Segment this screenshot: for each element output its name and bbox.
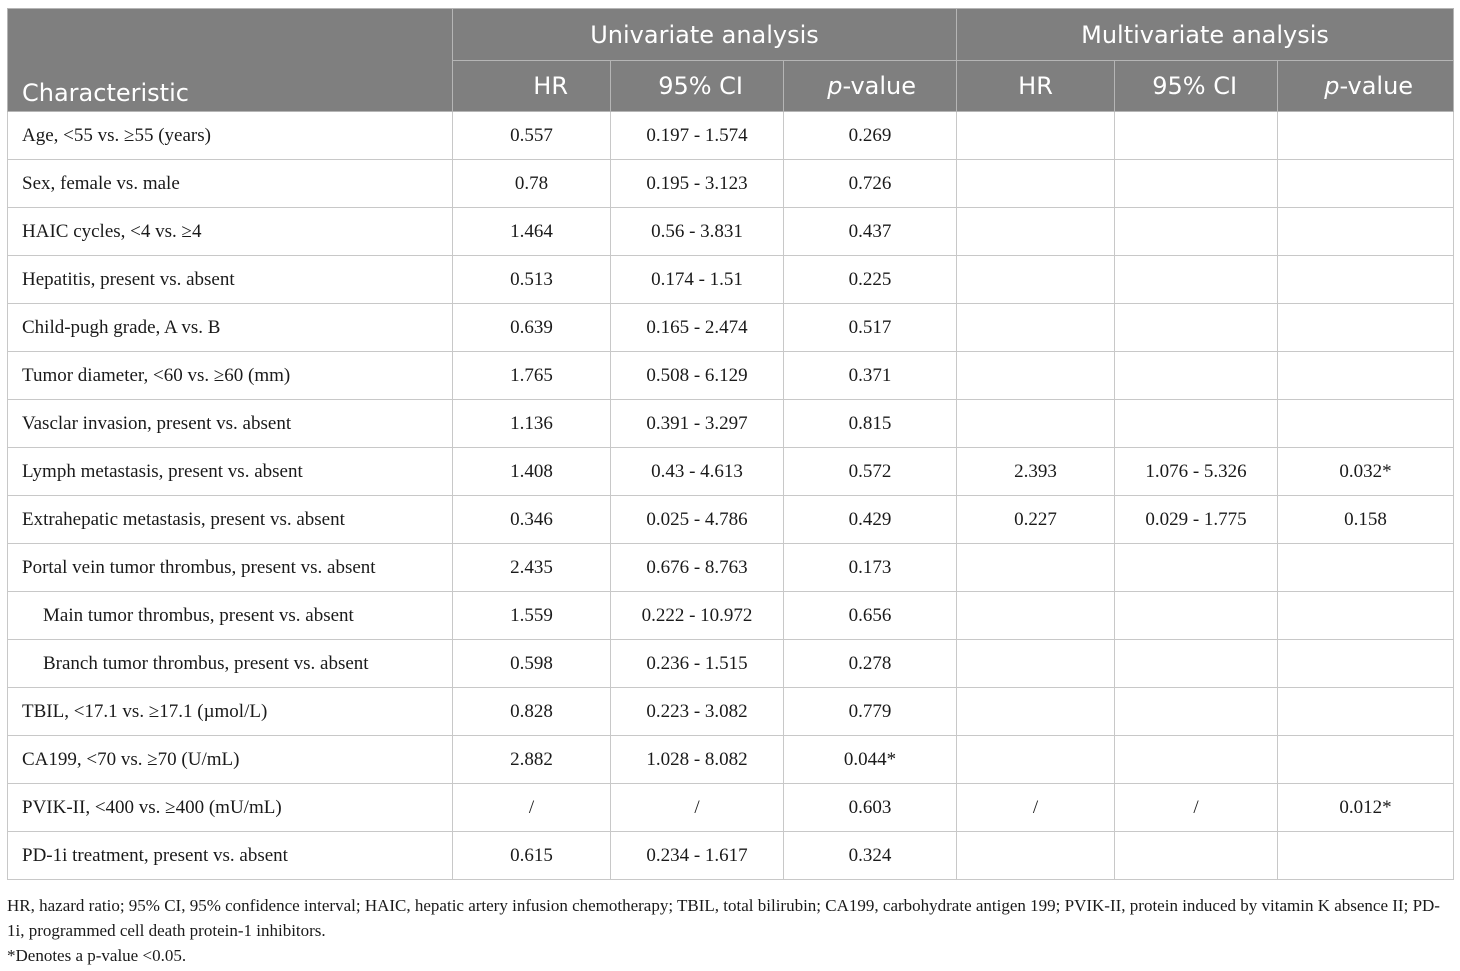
cell-u-ci: / bbox=[611, 784, 784, 832]
row-label: CA199, <70 vs. ≥70 (U/mL) bbox=[8, 736, 453, 784]
cell-u-p: 0.572 bbox=[784, 448, 957, 496]
cell-u-ci: 0.234 - 1.617 bbox=[611, 832, 784, 880]
cell-u-ci: 0.391 - 3.297 bbox=[611, 400, 784, 448]
cell-u-p: 0.173 bbox=[784, 544, 957, 592]
cell-u-ci: 0.43 - 4.613 bbox=[611, 448, 784, 496]
cell-u-p: 0.044* bbox=[784, 736, 957, 784]
cell-u-hr: 1.408 bbox=[453, 448, 611, 496]
cell-u-hr: 1.559 bbox=[453, 592, 611, 640]
cell-u-ci: 0.676 - 8.763 bbox=[611, 544, 784, 592]
cell-u-ci: 0.236 - 1.515 bbox=[611, 640, 784, 688]
header-characteristic: Characteristic bbox=[8, 9, 453, 112]
table-row bbox=[8, 352, 1454, 400]
cell-m-hr bbox=[957, 688, 1115, 736]
cell-u-p: 0.779 bbox=[784, 688, 957, 736]
cell-m-ci: / bbox=[1115, 784, 1278, 832]
cell-m-p bbox=[1278, 160, 1454, 208]
cell-m-hr: 0.227 bbox=[957, 496, 1115, 544]
footnote-significance: *Denotes a p-value <0.05. bbox=[7, 946, 187, 965]
header-uni-ci: 95% CI bbox=[611, 61, 784, 112]
cell-m-ci bbox=[1115, 688, 1278, 736]
cell-m-hr bbox=[957, 736, 1115, 784]
cell-m-p bbox=[1278, 352, 1454, 400]
cell-m-hr bbox=[957, 112, 1115, 160]
cell-u-hr: 0.639 bbox=[453, 304, 611, 352]
cell-u-hr: 0.513 bbox=[453, 256, 611, 304]
cell-u-p: 0.371 bbox=[784, 352, 957, 400]
table-row bbox=[8, 784, 1454, 832]
cell-u-ci: 0.165 - 2.474 bbox=[611, 304, 784, 352]
table-row bbox=[8, 256, 1454, 304]
cell-m-ci bbox=[1115, 160, 1278, 208]
cell-u-hr: 2.882 bbox=[453, 736, 611, 784]
cell-m-hr bbox=[957, 256, 1115, 304]
cell-m-hr bbox=[957, 352, 1115, 400]
cell-m-ci bbox=[1115, 256, 1278, 304]
cell-m-p bbox=[1278, 112, 1454, 160]
cell-u-p: 0.278 bbox=[784, 640, 957, 688]
cell-m-ci bbox=[1115, 736, 1278, 784]
header-row-groups bbox=[8, 9, 1454, 61]
cell-u-p: 0.656 bbox=[784, 592, 957, 640]
cell-u-ci: 0.222 - 10.972 bbox=[611, 592, 784, 640]
cell-u-p: 0.324 bbox=[784, 832, 957, 880]
cell-u-p: 0.225 bbox=[784, 256, 957, 304]
table-footnotes bbox=[7, 893, 1455, 968]
cell-u-ci: 0.56 - 3.831 bbox=[611, 208, 784, 256]
cell-m-ci bbox=[1115, 544, 1278, 592]
cell-m-p bbox=[1278, 736, 1454, 784]
row-label: HAIC cycles, <4 vs. ≥4 bbox=[8, 208, 453, 256]
cell-u-p: 0.726 bbox=[784, 160, 957, 208]
cell-u-p: 0.269 bbox=[784, 112, 957, 160]
table-row bbox=[8, 592, 1454, 640]
cell-m-hr: / bbox=[957, 784, 1115, 832]
table-row bbox=[8, 448, 1454, 496]
table-row bbox=[8, 208, 1454, 256]
cell-u-ci: 0.223 - 3.082 bbox=[611, 688, 784, 736]
table-row bbox=[8, 160, 1454, 208]
header-univariate: Univariate analysis bbox=[453, 9, 957, 61]
row-label: Hepatitis, present vs. absent bbox=[8, 256, 453, 304]
cell-m-p bbox=[1278, 400, 1454, 448]
cell-u-hr: 0.828 bbox=[453, 688, 611, 736]
cell-u-ci: 0.025 - 4.786 bbox=[611, 496, 784, 544]
cell-m-p bbox=[1278, 640, 1454, 688]
cell-u-hr: 0.615 bbox=[453, 832, 611, 880]
results-table-container bbox=[7, 8, 1453, 880]
row-label: Branch tumor thrombus, present vs. absent bbox=[8, 640, 453, 688]
cell-u-ci: 0.197 - 1.574 bbox=[611, 112, 784, 160]
cell-m-ci bbox=[1115, 352, 1278, 400]
cell-u-hr: 1.765 bbox=[453, 352, 611, 400]
row-label: Tumor diameter, <60 vs. ≥60 (mm) bbox=[8, 352, 453, 400]
cell-u-hr: 0.78 bbox=[453, 160, 611, 208]
cell-u-p: 0.429 bbox=[784, 496, 957, 544]
row-label: Age, <55 vs. ≥55 (years) bbox=[8, 112, 453, 160]
cell-m-hr bbox=[957, 160, 1115, 208]
table-row bbox=[8, 832, 1454, 880]
cell-u-p: 0.437 bbox=[784, 208, 957, 256]
cell-m-ci: 1.076 - 5.326 bbox=[1115, 448, 1278, 496]
footnote-abbreviations: HR, hazard ratio; 95% CI, 95% confidence interval; HAIC, hepatic artery infusion chemotherapy; TBIL, total bilirubin; CA199, carbohydrate antigen 199; PVIK-II, protein induced by vitamin K absence II; PD-1i, programmed cell death protein-1 inhibitors. bbox=[7, 896, 1440, 940]
row-label: Portal vein tumor thrombus, present vs. absent bbox=[8, 544, 453, 592]
cell-u-hr: / bbox=[453, 784, 611, 832]
row-label: TBIL, <17.1 vs. ≥17.1 (µmol/L) bbox=[8, 688, 453, 736]
cell-u-hr: 0.557 bbox=[453, 112, 611, 160]
header-multi-hr: HR bbox=[957, 61, 1115, 112]
header-uni-p-rest: -value bbox=[842, 72, 917, 100]
header-uni-hr: HR bbox=[453, 61, 611, 112]
cell-m-ci bbox=[1115, 304, 1278, 352]
table-row bbox=[8, 688, 1454, 736]
cell-u-hr: 1.136 bbox=[453, 400, 611, 448]
cell-u-ci: 0.174 - 1.51 bbox=[611, 256, 784, 304]
cell-m-ci: 0.029 - 1.775 bbox=[1115, 496, 1278, 544]
cell-m-p bbox=[1278, 208, 1454, 256]
cell-m-hr bbox=[957, 400, 1115, 448]
header-uni-p-italic: p bbox=[827, 72, 843, 100]
cell-m-p bbox=[1278, 832, 1454, 880]
cell-m-p bbox=[1278, 688, 1454, 736]
header-multivariate: Multivariate analysis bbox=[957, 9, 1454, 61]
cell-m-ci bbox=[1115, 400, 1278, 448]
row-label: Vasclar invasion, present vs. absent bbox=[8, 400, 453, 448]
table-body bbox=[8, 112, 1454, 880]
table-row bbox=[8, 496, 1454, 544]
table-row bbox=[8, 304, 1454, 352]
cell-m-hr bbox=[957, 640, 1115, 688]
cell-u-p: 0.517 bbox=[784, 304, 957, 352]
cell-m-hr bbox=[957, 208, 1115, 256]
cell-m-p bbox=[1278, 544, 1454, 592]
cell-u-ci: 0.508 - 6.129 bbox=[611, 352, 784, 400]
row-label: PD-1i treatment, present vs. absent bbox=[8, 832, 453, 880]
table-row bbox=[8, 112, 1454, 160]
cell-m-hr bbox=[957, 832, 1115, 880]
cell-m-hr bbox=[957, 592, 1115, 640]
cell-u-hr: 2.435 bbox=[453, 544, 611, 592]
cell-u-hr: 0.346 bbox=[453, 496, 611, 544]
table-row bbox=[8, 640, 1454, 688]
cell-m-hr: 2.393 bbox=[957, 448, 1115, 496]
cell-m-ci bbox=[1115, 832, 1278, 880]
row-label: Lymph metastasis, present vs. absent bbox=[8, 448, 453, 496]
cell-m-p bbox=[1278, 256, 1454, 304]
cell-m-hr bbox=[957, 544, 1115, 592]
cell-m-hr bbox=[957, 304, 1115, 352]
row-label: PVIK-II, <400 vs. ≥400 (mU/mL) bbox=[8, 784, 453, 832]
cell-m-p bbox=[1278, 304, 1454, 352]
cell-u-ci: 0.195 - 3.123 bbox=[611, 160, 784, 208]
cell-u-hr: 1.464 bbox=[453, 208, 611, 256]
header-multi-p-italic: p bbox=[1324, 72, 1340, 100]
header-multi-ci: 95% CI bbox=[1115, 61, 1278, 112]
cell-m-p: 0.032* bbox=[1278, 448, 1454, 496]
cell-m-ci bbox=[1115, 112, 1278, 160]
cell-u-ci: 1.028 - 8.082 bbox=[611, 736, 784, 784]
cell-m-p: 0.012* bbox=[1278, 784, 1454, 832]
cell-u-p: 0.815 bbox=[784, 400, 957, 448]
cox-regression-table bbox=[7, 8, 1454, 880]
cell-m-ci bbox=[1115, 640, 1278, 688]
cell-m-p bbox=[1278, 592, 1454, 640]
row-label: Main tumor thrombus, present vs. absent bbox=[8, 592, 453, 640]
cell-m-ci bbox=[1115, 592, 1278, 640]
cell-u-hr: 0.598 bbox=[453, 640, 611, 688]
row-label: Extrahepatic metastasis, present vs. absent bbox=[8, 496, 453, 544]
row-label: Child-pugh grade, A vs. B bbox=[8, 304, 453, 352]
row-label: Sex, female vs. male bbox=[8, 160, 453, 208]
header-multi-p-rest: -value bbox=[1339, 72, 1414, 100]
cell-m-p: 0.158 bbox=[1278, 496, 1454, 544]
header-multi-pvalue bbox=[1278, 61, 1454, 112]
cell-u-p: 0.603 bbox=[784, 784, 957, 832]
cell-m-ci bbox=[1115, 208, 1278, 256]
table-row bbox=[8, 400, 1454, 448]
header-uni-pvalue bbox=[784, 61, 957, 112]
table-row bbox=[8, 544, 1454, 592]
table-row bbox=[8, 736, 1454, 784]
